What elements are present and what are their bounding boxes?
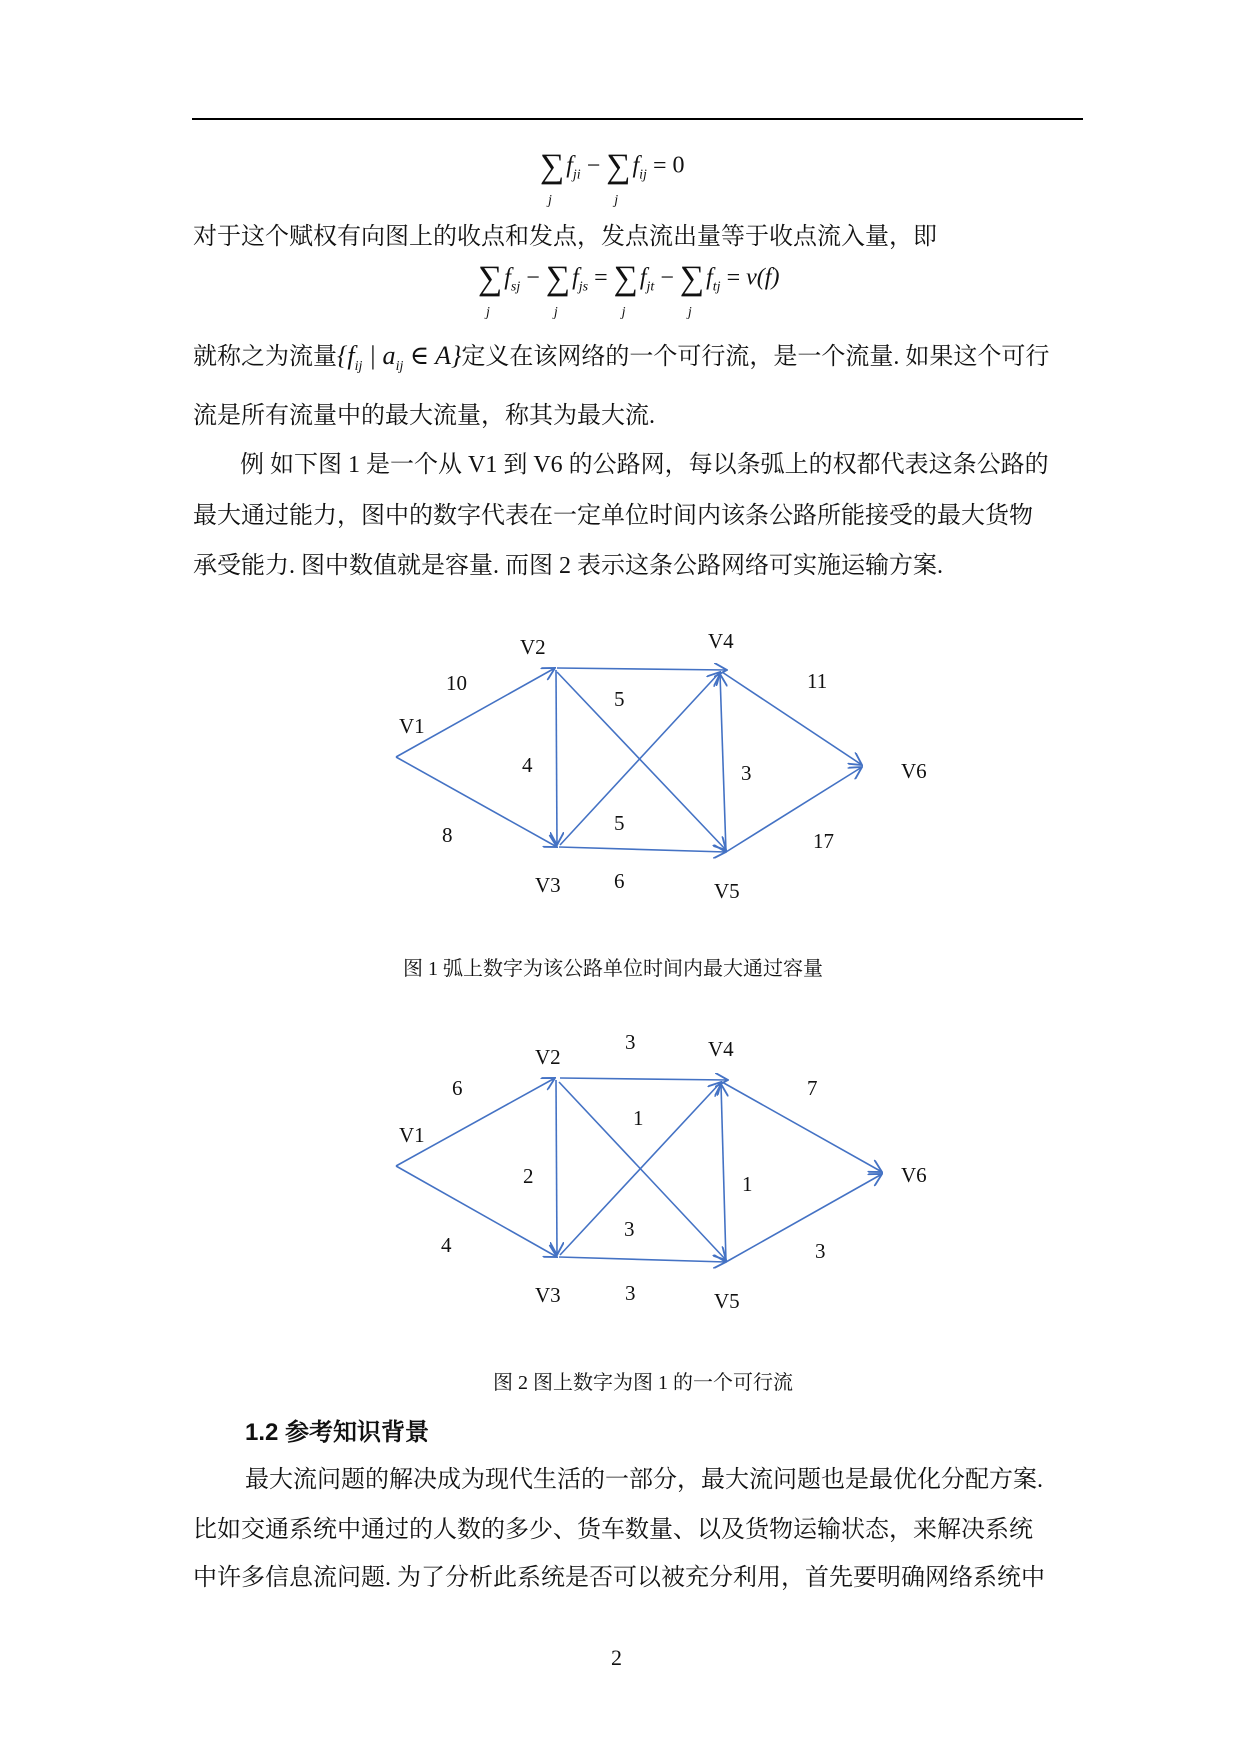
node-label-v5: V5 — [714, 1289, 740, 1313]
weight-v4-v6: 11 — [807, 669, 828, 693]
node-label-v6: V6 — [901, 1163, 927, 1187]
paragraph-line: 例 如下图 1 是一个从 V1 到 V6 的公路网，每以条弧上的权都代表这条公路的 — [240, 452, 1049, 478]
sum-symbol: ∑ j — [540, 148, 565, 208]
weight-v3-v5: 6 — [614, 869, 625, 893]
sum-symbol: ∑ j — [606, 148, 631, 208]
node-label-v2: V2 — [535, 1045, 561, 1069]
weight-v3-v4: 3 — [624, 1217, 635, 1241]
weight-v2-v3: 2 — [523, 1164, 534, 1188]
section-heading: 1.2 参考知识背景 — [245, 1419, 430, 1446]
weight-v3-v4: 5 — [614, 811, 625, 835]
weight-v2-v4: 3 — [625, 1030, 636, 1054]
figure-1-caption: 图 1 弧上数字为该公路单位时间内最大通过容量 — [403, 958, 823, 980]
edge-v2-v3 — [556, 1080, 557, 1255]
weight-v4-v6: 7 — [807, 1076, 818, 1100]
weight-v2-v5: 1 — [633, 1106, 644, 1130]
weight-v1-v3: 4 — [441, 1233, 452, 1257]
node-label-v1: V1 — [399, 1123, 425, 1147]
weight-v1-v2: 6 — [452, 1076, 463, 1100]
paragraph-line: 最大流问题的解决成为现代生活的一部分，最大流问题也是最优化分配方案. — [245, 1467, 1043, 1493]
paragraph-line: 最大通过能力，图中的数字代表在一定单位时间内该条公路所能接受的最大货物 — [193, 503, 1033, 529]
node-label-v3: V3 — [535, 1283, 561, 1307]
node-label-v3: V3 — [535, 873, 561, 897]
formula-flow-value: ∑ j $f_{sj}$ − ∑ j $f_{js}$ = ∑ j $f_{jt}$ − ∑ j $f_{tj} = v(f)$ — [478, 260, 780, 320]
edge-v4-v6 — [722, 1082, 882, 1172]
edge-v3-v5 — [559, 1257, 726, 1262]
weight-v5-v4: 3 — [741, 761, 752, 785]
paragraph-line: 就称之为流量{$f_{ij}$ | $a_{ij}$ ∈ A}定义在该网络的一个可行流，是一个流量. 如果这个可行 — [193, 341, 1050, 374]
node-label-v4: V4 — [708, 629, 734, 653]
node-label-v6: V6 — [901, 759, 927, 783]
weight-v1-v2: 10 — [446, 671, 467, 695]
paragraph-line: 比如交通系统中通过的人数的多少、货车数量、以及货物运输状态，来解决系统 — [193, 1517, 1033, 1543]
edge-v5-v4 — [721, 1084, 726, 1262]
weight-v2-v4: 5 — [614, 687, 625, 711]
weight-v5-v4: 1 — [742, 1172, 753, 1196]
paragraph-line: 对于这个赋权有向图上的收点和发点，发点流出量等于收点流入量，即 — [193, 224, 937, 250]
figure-2-caption: 图 2 图上数字为图 1 的一个可行流 — [493, 1372, 793, 1394]
weight-v2-v3: 4 — [522, 753, 533, 777]
page-number: 2 — [611, 1645, 622, 1670]
node-label-v1: V1 — [399, 714, 425, 738]
node-label-v2: V2 — [520, 635, 546, 659]
edge-v2-v4 — [560, 1078, 728, 1080]
edge-v1-v2 — [396, 1078, 555, 1166]
paragraph-line: 流是所有流量中的最大流量，称其为最大流. — [193, 403, 655, 429]
paragraph-line: 承受能力. 图中数值就是容量. 而图 2 表示这条公路网络可实施运输方案. — [193, 553, 943, 579]
weight-v5-v6: 17 — [813, 829, 834, 853]
paragraph-line: 中许多信息流问题. 为了分析此系统是否可以被充分利用，首先要明确网络系统中 — [193, 1565, 1045, 1591]
weight-v1-v3: 8 — [442, 823, 453, 847]
node-label-v4: V4 — [708, 1037, 734, 1061]
formula-conservation: ∑ j $f_{ji}$ − ∑ j $f_{ij} = 0$ — [540, 148, 685, 208]
weight-v3-v5: 3 — [625, 1281, 636, 1305]
weight-v5-v6: 3 — [815, 1239, 826, 1263]
node-label-v5: V5 — [714, 879, 740, 903]
